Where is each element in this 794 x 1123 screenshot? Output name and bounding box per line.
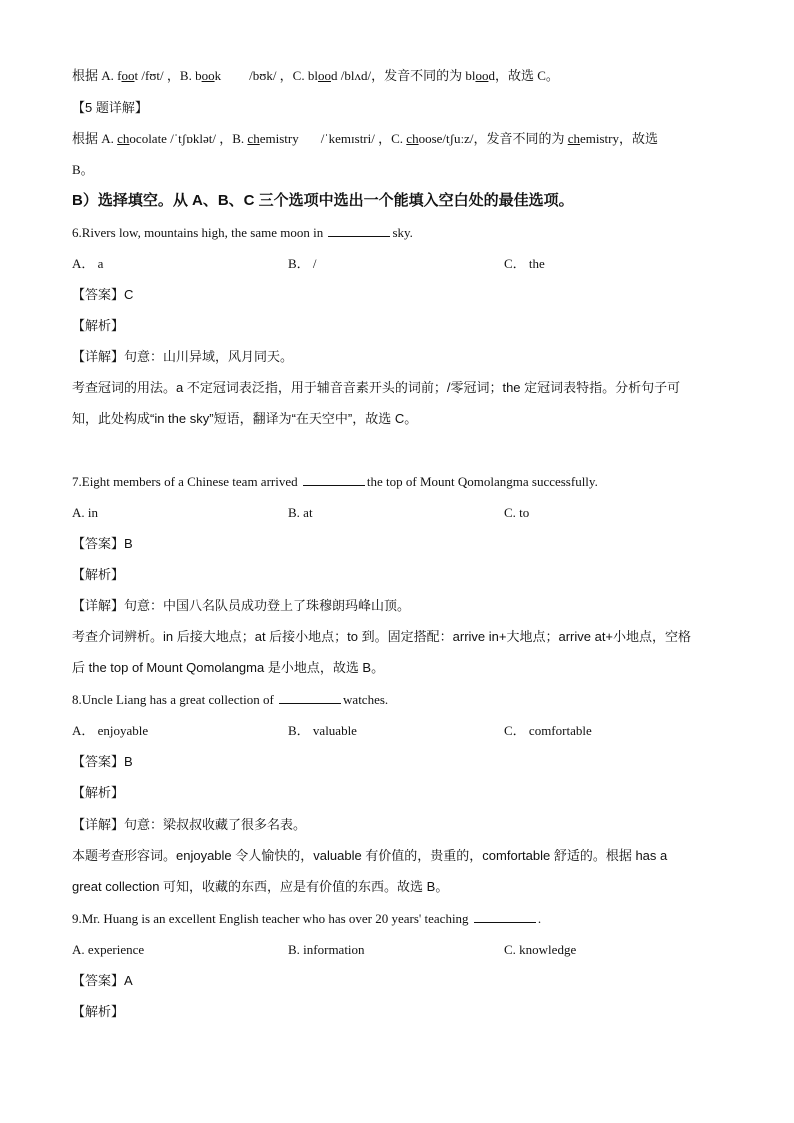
underlined-letters: oo [121, 68, 135, 83]
answer-blank [474, 909, 536, 923]
text: k [214, 68, 222, 83]
question-6-stem [72, 223, 722, 243]
question-6-analysis: 【解析】 [72, 318, 125, 333]
text: d，故选 C。 [488, 68, 559, 83]
question-8-stem [72, 690, 722, 710]
question-9-stem [72, 909, 722, 929]
question-9-answer: 【答案】A [72, 973, 133, 988]
question-7-stem [72, 472, 722, 492]
question-6-answer: 【答案】C [72, 287, 134, 302]
text: sky. [392, 225, 413, 240]
question-9-analysis: 【解析】 [72, 1004, 125, 1019]
option-c: C. knowledge [504, 942, 577, 957]
option-a: A. in [72, 505, 98, 520]
option-b: B． valuable [288, 723, 357, 738]
option-c: C. to [504, 505, 530, 520]
underlined-letters: ch [567, 131, 580, 146]
text: oose/tʃuːz/，发音不同的为 [418, 131, 568, 146]
text: 7.Eight members of a Chinese team arrived [72, 474, 301, 489]
section-heading: B）选择填空。从 A、B、C 三个选项中选出一个能填入空白处的最佳选项。 [72, 192, 574, 209]
question-7-detail: 【详解】句意：中国八名队员成功登上了珠穆朗玛峰山顶。 [72, 598, 411, 613]
option-b: B. information [288, 942, 365, 957]
question-8-detail: 【详解】句意：梁叔叔收藏了很多名表。 [72, 817, 307, 832]
text: 根据 A. [72, 131, 118, 146]
underlined-letters: ch [117, 131, 130, 146]
question-7-answer: 【答案】B [72, 536, 133, 551]
q5-detail-heading: 【5 题详解】 [72, 100, 148, 115]
text: d /blʌd/，发音不同的为 bl [330, 68, 476, 83]
question-6-explain-1: 考查冠词的用法。a 不定冠词表泛指，用于辅音音素开头的词前；/零冠词；the 定冠词表特指。分析句子可 [72, 380, 681, 395]
question-7-explain-1: 考查介词辨析。in 后接大地点；at 后接小地点；to 到。固定搭配：arrive in+大地点；arrive at+小地点，空格 [72, 629, 692, 644]
question-8-analysis: 【解析】 [72, 785, 125, 800]
underlined-letters: oo [201, 68, 215, 83]
text: . [537, 911, 542, 926]
q5-detail-line [72, 129, 722, 149]
option-c: C． the [504, 256, 545, 271]
q4-detail-line [72, 66, 722, 86]
answer-blank [328, 223, 390, 237]
question-7-explain-2: 后 the top of Mount Qomolangma 是小地点，故选 B。 [72, 660, 385, 675]
question-8-explain-2: great collection 可知，收藏的东西，应是有价值的东西。故选 B。 [72, 879, 449, 894]
text: the top of Mount Qomolangma successfully. [366, 474, 598, 489]
question-8-explain-1: 本题考查形容词。enjoyable 令人愉快的，valuable 有价值的，贵重的，comfortable 舒适的。根据 has a [72, 848, 668, 863]
underlined-letters: ch [247, 131, 260, 146]
question-6-detail: 【详解】句意：山川异域，风月同天。 [72, 349, 294, 364]
text: 根据 A. [72, 68, 118, 83]
answer-blank [279, 690, 341, 704]
text: emistry，故选 [580, 131, 658, 146]
text: 6.Rivers low, mountains high, the same moon in [72, 225, 327, 240]
option-a: A. experience [72, 942, 145, 957]
text: ocolate /ˈtʃɒklət/ ，B. [129, 131, 248, 146]
option-a: A． enjoyable [72, 723, 149, 738]
option-b: B． / [288, 256, 317, 271]
underlined-letters: oo [317, 68, 331, 83]
underlined-letters: ch [406, 131, 419, 146]
question-6-explain-2: 知，此处构成“in the sky”短语，翻译为“在天空中”，故选 C。 [72, 411, 418, 426]
question-8-answer: 【答案】B [72, 754, 133, 769]
text: 9.Mr. Huang is an excellent English teacher who has over 20 years' teaching [72, 911, 472, 926]
q5-conclusion: B。 [72, 162, 94, 177]
answer-blank [303, 472, 365, 486]
text: /ˈkemɪstri/ ，C. [320, 131, 407, 146]
question-7-analysis: 【解析】 [72, 567, 125, 582]
text: /bʊk/ ，C. bl [249, 68, 318, 83]
option-c: C． comfortable [504, 723, 592, 738]
text: t /fʊt/ ，B. b [134, 68, 202, 83]
option-a: A． a [72, 256, 104, 271]
option-b: B. at [288, 505, 313, 520]
text: emistry [259, 131, 299, 146]
text: f [117, 68, 122, 83]
text: watches. [343, 692, 389, 707]
underlined-letters: oo [475, 68, 489, 83]
text: 8.Uncle Liang has a great collection of [72, 692, 278, 707]
